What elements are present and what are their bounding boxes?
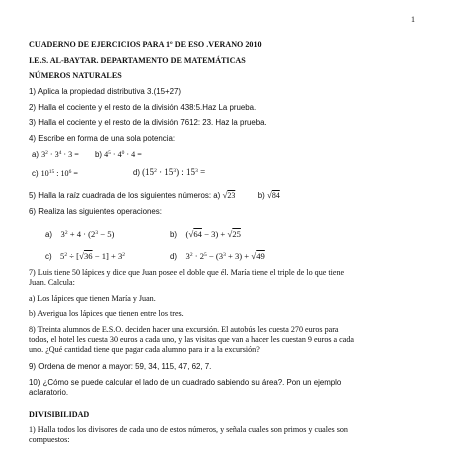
exercise-4c: c) $10^{15}$ : $10^6$ =: [32, 169, 78, 178]
exercise-5: 5) Halla la raíz cuadrada de los siguientes números: a) √23 b) √84: [29, 190, 280, 200]
exercise-4d: d) $(15^2 \cdot 15^3)$ : $15^3$ =: [133, 167, 206, 177]
exercise-6a: a) $3^2 + 4 \cdot (2^3 - 5)$: [45, 229, 115, 239]
exercise-8-line-3: uno. ¿Qué cantidad tiene que pagar cada alumno para ir a la excursión?: [29, 345, 260, 354]
exercise-2: 2) Halla el cociente y el resto de la división 438:5.Haz La prueba.: [29, 103, 257, 112]
exercise-6b: b) (√64 − 3) + √25: [170, 229, 241, 239]
exercise-3: 3) Halla el cociente y el resto de la división 7612: 23. Haz la prueba.: [29, 118, 267, 127]
exercise-1: 1) Aplica la propiedad distributiva 3.(15+27): [29, 87, 181, 96]
divisibilidad-exercise-1-line-1: 1) Halla todos los divisores de cada uno de estos números, y señala cuales son primos y cuales son: [29, 425, 348, 434]
section-title-divisibilidad: DIVISIBILIDAD: [29, 410, 90, 419]
exercise-7b: b) Averigua los lápices que tienen entre los tres.: [29, 309, 184, 318]
exercise-8-line-2: todos, el hotel les cuesta 30 euros a cada uno, y las visitas que van a hacer les cuestan 9 euros a cada: [29, 335, 354, 344]
section-title-naturales: NÚMEROS NATURALES: [29, 71, 122, 80]
exercise-6c: c) $5^2 \div [√36 - 1] + 3^2$: [45, 251, 126, 261]
exercise-4: 4) Escribe en forma de una sola potencia:: [29, 134, 176, 143]
exercise-7-line-1: 7) Luis tiene 50 lápices y dice que Juan posee el doble que él. María tiene el triple de lo que tiene: [29, 268, 345, 277]
divisibilidad-exercise-1-line-2: compuestos:: [29, 435, 70, 444]
exercise-10-line-2: aclaratorio.: [29, 388, 69, 397]
exercise-9: 9) Ordena de menor a mayor: 59, 34, 115, 47, 62, 7.: [29, 362, 212, 371]
page-number: 1: [411, 15, 415, 24]
header-school: I.E.S. AL-BAYTAR. DEPARTAMENTO DE MATEMÁTICAS: [29, 56, 246, 65]
exercise-4b: b) $4^5 \cdot 4^0 \cdot 4$ =: [95, 150, 142, 159]
header-title: CUADERNO DE EJERCICIOS PARA 1º DE ESO .VERANO 2010: [29, 40, 262, 49]
exercise-4a: a) $3^2 \cdot 3^4 \cdot 3$ =: [32, 150, 79, 159]
exercise-7-line-2: Juan. Calcula:: [29, 278, 75, 287]
exercise-7a: a) Los lápices que tienen María y Juan.: [29, 294, 156, 303]
exercise-6: 6) Realiza las siguientes operaciones:: [29, 207, 162, 216]
exercise-8-line-1: 8) Treinta alumnos de E.S.O. deciden hacer una excursión. El autobús les cuesta 270 euros para: [29, 325, 339, 334]
exercise-6d: d) $3^2 \cdot 2^5 - (3^3 + 3) + √49$: [170, 251, 265, 261]
exercise-10-line-1: 10) ¿Cómo se puede calcular el lado de un cuadrado sabiendo su área?. Pon un ejemplo: [29, 378, 342, 387]
